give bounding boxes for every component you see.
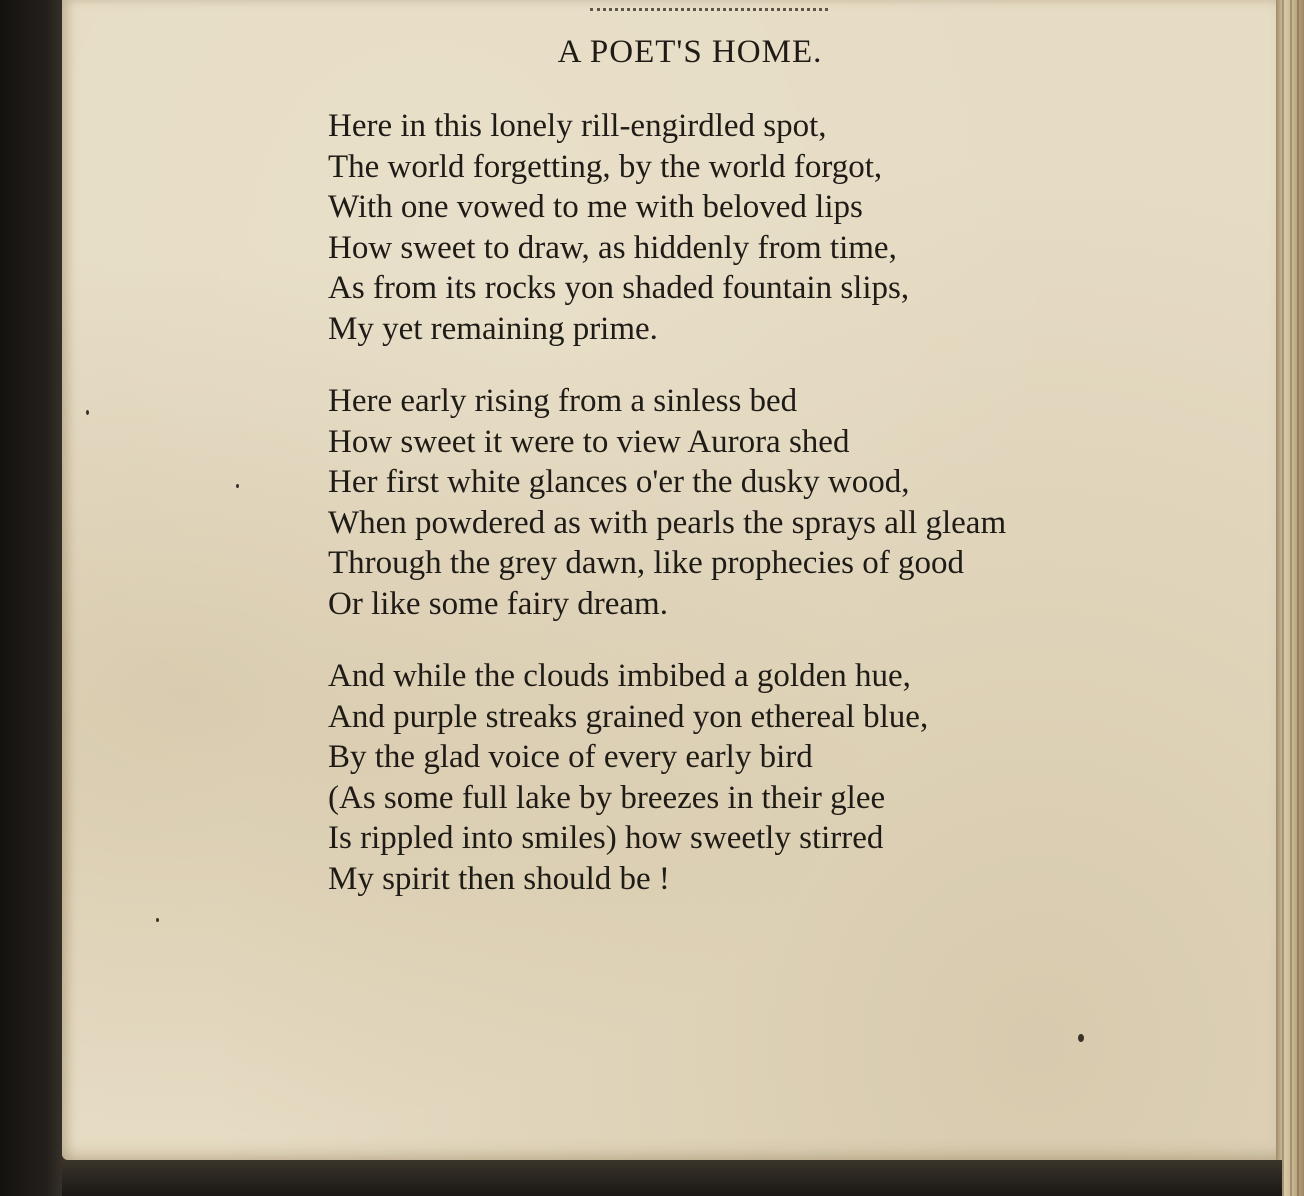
poem-line: How sweet to draw, as hiddenly from time, bbox=[328, 229, 897, 266]
poem-title: A POET'S HOME. bbox=[557, 34, 823, 70]
ink-speck bbox=[1078, 1034, 1084, 1042]
poem-line: And purple streaks grained yon ethereal blue, bbox=[328, 698, 929, 735]
poem-line: Or like some fairy dream. bbox=[328, 585, 668, 622]
stanza-1 bbox=[328, 106, 1006, 349]
page-edges bbox=[1276, 0, 1304, 1196]
poem-line: The world forgetting, by the world forgot, bbox=[328, 148, 883, 185]
poem-line: My yet remaining prime. bbox=[328, 310, 658, 347]
poem-line: Here early rising from a sinless bed bbox=[328, 383, 798, 419]
poem-line: My spirit then should be ! bbox=[328, 860, 670, 897]
ink-speck bbox=[156, 918, 159, 922]
header-ornament bbox=[590, 0, 828, 11]
poem-line: Her first white glances o'er the dusky wood, bbox=[328, 464, 910, 500]
poem-line: And while the clouds imbibed a golden hue, bbox=[328, 658, 911, 694]
poem-line: Is rippled into smiles) how sweetly stirred bbox=[328, 820, 884, 856]
stanza-3 bbox=[328, 656, 1006, 899]
poem-body bbox=[328, 106, 1006, 931]
stanza-2 bbox=[328, 381, 1006, 624]
poem-line: (As some full lake by breezes in their glee bbox=[328, 779, 886, 816]
poem-line: Through the grey dawn, like prophecies of good bbox=[328, 545, 964, 581]
poem-line: With one vowed to me with beloved lips bbox=[328, 189, 863, 225]
ink-speck bbox=[86, 410, 89, 415]
poem-line: When powdered as with pearls the sprays all gleam bbox=[328, 504, 1007, 541]
poem-line: As from its rocks yon shaded fountain slips, bbox=[328, 270, 910, 306]
ink-speck bbox=[236, 484, 239, 488]
poem-line: How sweet it were to view Aurora shed bbox=[328, 423, 850, 460]
bottom-shadow bbox=[62, 1160, 1282, 1196]
poem-line: By the glad voice of every early bird bbox=[328, 739, 813, 775]
poem-line: Here in this lonely rill-engirdled spot, bbox=[328, 108, 827, 144]
binding-shadow bbox=[0, 0, 66, 1196]
